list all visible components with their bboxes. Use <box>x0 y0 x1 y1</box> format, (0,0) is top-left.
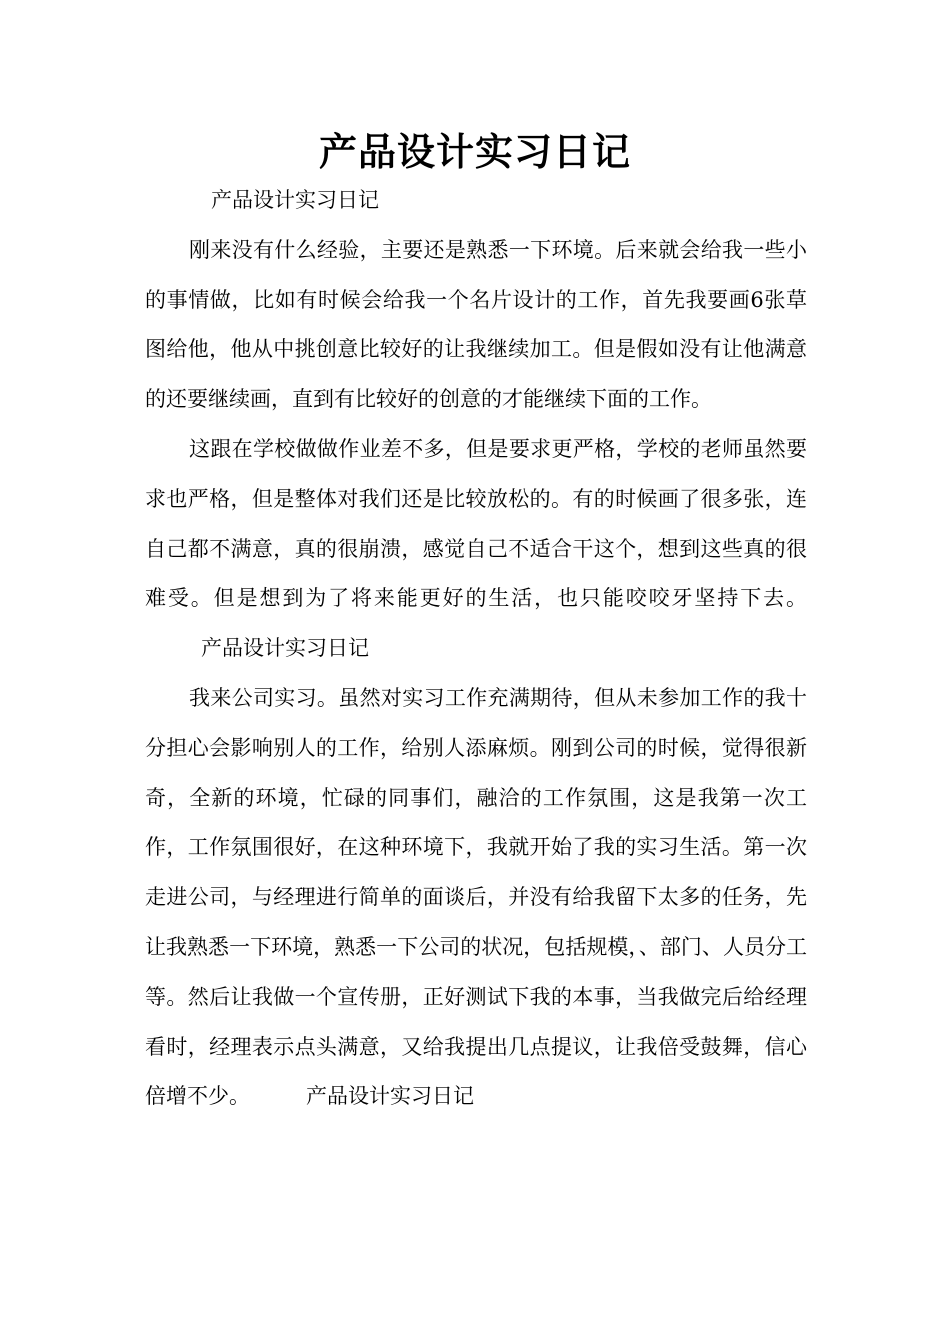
document-body <box>145 176 807 1122</box>
paragraph-2-subtitle: 产品设计实习日记 <box>201 636 369 661</box>
paragraph-2 <box>145 425 807 674</box>
paragraph-1-text: 刚来没有什么经验，主要还是熟悉一下环境。后来就会给我一些小的事情做，比如有时候会给我一个名片设计的工作，首先我要画6张草图给他，他从中挑创意比较好的让我继续加工。但是假如没有让他满意的还要继续画，直到有比较好的创意的才能继续下面的工作。 <box>145 237 807 412</box>
paragraph-1 <box>145 226 807 425</box>
paragraph-3-text: 我来公司实习。虽然对实习工作充满期待，但从未参加工作的我十分担心会影响别人的工作，给别人添麻烦。刚到公司的时候，觉得很新奇，全新的环境，忙碌的同事们，融洽的工作氛围，这是我第一次工作，工作氛围很好，在这种环境下，我就开始了我的实习生活。第一次走进公司，与经理进行简单的面谈后，并没有给我留下太多的任务，先让我熟悉一下环境，熟悉一下公司的状况，包括规模，、部门、人员分工等。然后让我做一个宣传册，正好测试下我的本事，当我做完后给经理看时，经理表示点头满意，又给我提出几点提议，让我倍受鼓舞，信心倍增不少。 <box>145 685 807 1109</box>
paragraph-3-subtitle: 产品设计实习日记 <box>306 1084 474 1109</box>
document-title: 产品设计实习日记 <box>318 130 631 174</box>
document-subtitle: 产品设计实习日记 <box>211 188 379 212</box>
paragraph-3 <box>145 674 807 1122</box>
paragraph-2-text: 这跟在学校做做作业差不多，但是要求更严格，学校的老师虽然要求也严格，但是整体对我们还是比较放松的。有的时候画了很多张，连自己都不满意，真的很崩溃，感觉自己不适合干这个，想到这些真的很难受。但是想到为了将来能更好的生活，也只能咬咬牙坚持下去。 <box>145 436 807 611</box>
